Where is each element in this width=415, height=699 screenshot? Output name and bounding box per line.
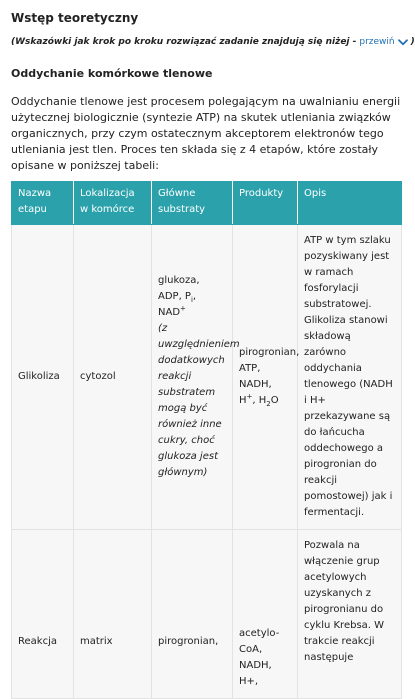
table-row: [12, 225, 402, 530]
cell-substrates: pirogronian,: [152, 530, 233, 699]
cell-products: acetylo-CoA, NADH, H+,: [233, 530, 298, 699]
table-header-row: [12, 182, 402, 225]
table-row: [12, 530, 402, 699]
hint-close: ): [410, 37, 415, 47]
header-stage-name: Nazwa etapu: [12, 182, 74, 225]
cell-stage-name: Reakcja: [12, 530, 74, 699]
scroll-toggle-link[interactable]: [359, 35, 407, 49]
hint-text: (Wskazówki jak krok po kroku rozwiązać zadanie znajdują się niżej -: [11, 37, 357, 47]
header-substrates: Główne substraty: [152, 182, 233, 225]
section-title: Wstęp teoretyczny: [11, 11, 139, 25]
page: [0, 9, 415, 687]
cell-location: cytozol: [74, 225, 152, 530]
stages-table: [11, 181, 402, 699]
chevron-down-icon: [398, 39, 408, 46]
header-location: Lokalizacja w komórce: [74, 182, 152, 225]
subtitle: Oddychanie komórkowe tlenowe: [11, 67, 213, 80]
cell-products: pirogronian, ATP, NADH, H+, $H_2O$: [233, 225, 298, 530]
substrates-note: (z uwzględnieniem dodatkowych reakcji substratem mogą być również inne cukry, choć glukoza jest głównym): [158, 323, 240, 478]
cell-description: ATP w tym szlaku pozyskiwany jest w ramach fosforylacji substratowej. Glikoliza stanowi składową zarówno oddychania tlenowego (NADH i H+ przekazywane są do łańcucha oddechowego a pirogronian do reakcji pomostowej) jak i fermentacji.: [298, 225, 402, 530]
scroll-toggle-label: przewiń: [359, 37, 395, 47]
hint-line: [11, 35, 415, 49]
header-products: Produkty: [233, 182, 298, 225]
header-description: Opis: [298, 182, 402, 225]
cell-location: matrix: [74, 530, 152, 699]
cell-description: Pozwala na włączenie grup acetylowych uzyskanych z pirogronianu do cyklu Krebsa. W trakcie reakcji następuje: [298, 530, 402, 699]
cell-substrates: glukoza, ADP, $P_i$, NAD+ (z uwzględnieniem dodatkowych reakcji substratem mogą być również inne cukry, choć glukoza jest głównym): [152, 225, 233, 530]
intro-paragraph: Oddychanie tlenowe jest procesem polegającym na uwalnianiu energii użytecznej biologicznie (syntezie ATP) na skutek utleniania związków organicznych, przy czym ostatecznym akceptorem elektronów tego utleniania jest tlen. Proces ten składa się z 4 etapów, które zostały opisane w poniższej tabeli:: [11, 95, 401, 172]
cell-stage-name: Glikoliza: [12, 225, 74, 530]
